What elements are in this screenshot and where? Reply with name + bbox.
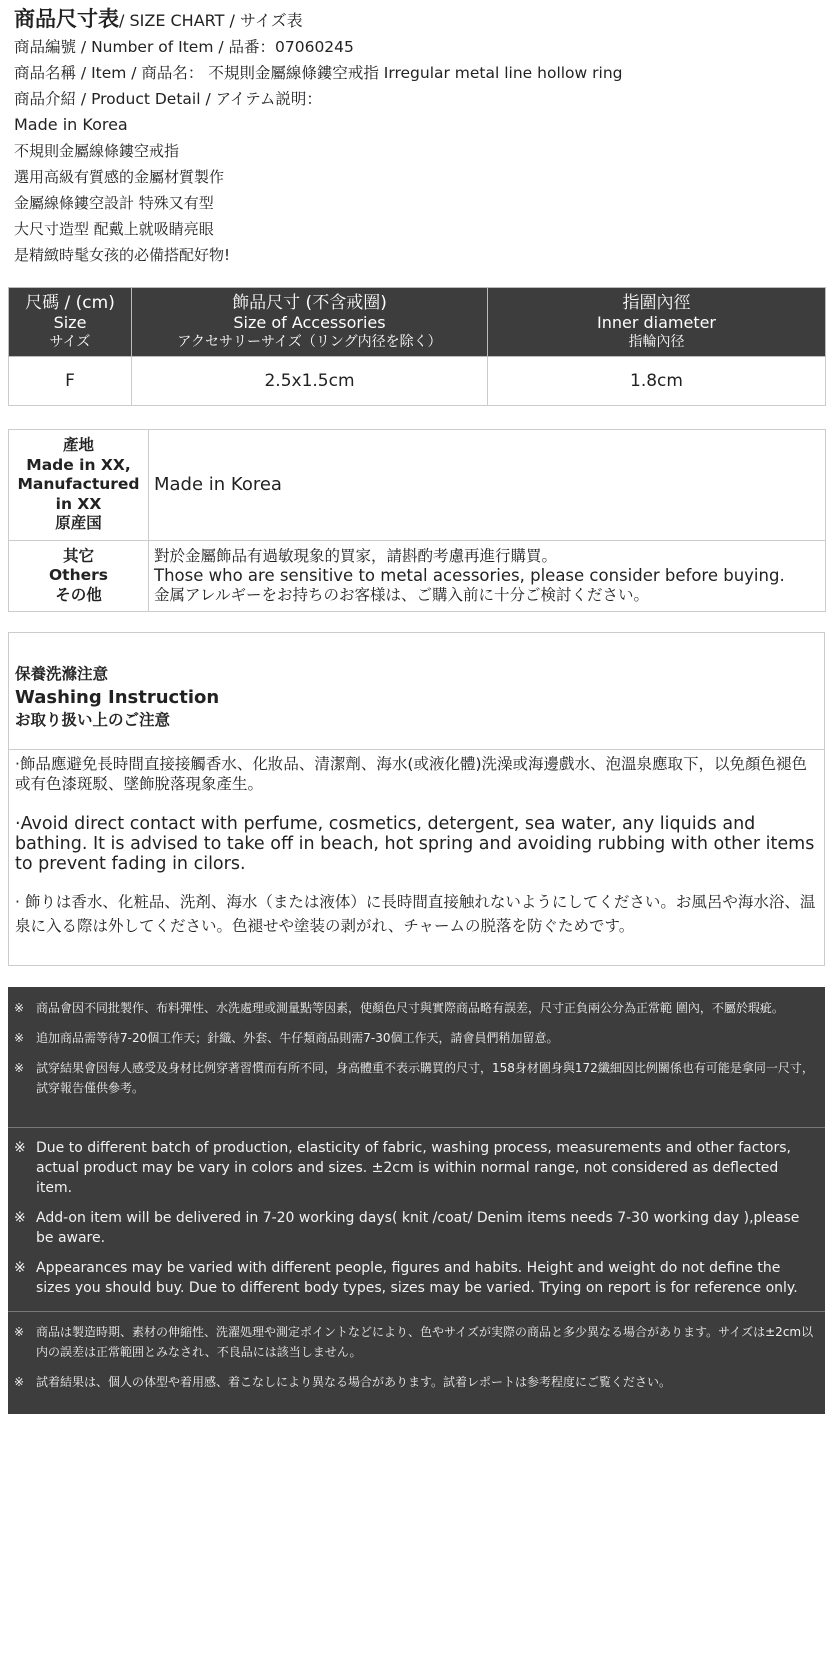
note-item <box>8 1028 825 1048</box>
item-number: 商品編號 / Number of Item / 品番：07060245 <box>14 38 354 56</box>
size-chart-title <box>14 6 824 34</box>
detail-line: 是精緻時髦女孩的必備搭配好物! <box>14 246 231 264</box>
header-inner-en: Inner diameter <box>596 313 717 332</box>
origin-label-zh: 產地 <box>62 436 94 455</box>
header-accessory-en: Size of Accessories <box>233 313 386 332</box>
washing-body <box>15 754 820 938</box>
others-label <box>9 541 149 612</box>
note-item <box>8 1258 825 1298</box>
note-text: Appearances may be varied with different people, figures and habits. Height and weight do not define the sizes you should buy. Due to different body types, sizes may be varied. Trying on report is for reference only. <box>36 1260 798 1296</box>
header-accessory-zh: 飾品尺寸 (不含戒圈) <box>232 293 387 313</box>
cell-accessory-size: 2.5x1.5cm <box>132 357 488 406</box>
note-mark: ※ <box>14 1210 26 1226</box>
header-inner-zh: 指圍內徑 <box>622 293 691 313</box>
others-label-zh: 其它 <box>62 546 94 565</box>
note-item <box>8 1208 825 1248</box>
others-value <box>149 541 826 612</box>
notes-zh <box>8 998 825 1098</box>
note-text: 試着結果は、個人の体型や着用感、着こなしにより異なる場合があります。試着レポートは参考程度にご覧ください。 <box>36 1375 672 1389</box>
product-detail-label: 商品介紹 / Product Detail / アイテム説明： <box>14 90 322 108</box>
header-accessory-ja: アクセサリーサイズ（リング内径を除く） <box>177 334 442 350</box>
others-value-ja: 金属アレルギーをお持ちのお客様は、ご購入前に十分ご検討ください。 <box>154 585 649 604</box>
notes-divider <box>8 1127 825 1128</box>
origin-value: Made in Korea <box>149 430 826 541</box>
washing-text-zh: ·飾品應避免長時間直接接觸香水、化妝品、清潔劑、海水(或液化體)洗澡或海邊戲水、泡溫泉應取下，以免顏色褪色或有色漆斑駁、墜飾脫落現象產生。 <box>15 755 808 793</box>
note-text: 追加商品需等待7-20個工作天；針織、外套、牛仔類商品則需7-30個工作天，請會員們稍加留意。 <box>36 1031 559 1045</box>
notes-en <box>8 1138 825 1298</box>
header-inner-diameter <box>488 288 826 357</box>
washing-text-en: ·Avoid direct contact with perfume, cosmetics, detergent, sea water, any liquids and bathing. It is advised to take off in beach, hot spring and avoiding rubbing with other items to prevent fading in cilors. <box>15 814 815 874</box>
washing-title <box>15 663 219 732</box>
notes-ja <box>8 1322 825 1392</box>
header-size-zh: 尺碼 / (cm) <box>25 293 115 313</box>
note-item <box>8 998 825 1018</box>
size-table-header-row <box>9 288 826 357</box>
note-item <box>8 1138 825 1198</box>
title-sub: / SIZE CHART / サイズ表 <box>119 11 303 30</box>
title-main: 商品尺寸表 <box>14 7 119 31</box>
note-mark: ※ <box>14 1061 25 1075</box>
detail-line: Made in Korea <box>14 115 128 134</box>
origin-label-en1: Made in XX, <box>26 455 131 474</box>
size-table <box>8 287 826 406</box>
origin-label <box>9 430 149 541</box>
washing-instruction-box <box>8 632 825 966</box>
item-name: 商品名稱 / Item / 商品名： 不規則金屬線條鏤空戒指 Irregular metal line hollow ring <box>14 64 623 82</box>
table-row <box>9 357 826 406</box>
header-size <box>9 288 132 357</box>
washing-title-ja: お取り扱い上のご注意 <box>15 711 171 729</box>
note-mark: ※ <box>14 1260 26 1276</box>
origin-label-ja: 原産国 <box>55 514 102 533</box>
detail-line: 大尺寸造型 配戴上就吸睛亮眼 <box>14 220 214 238</box>
others-label-ja: その他 <box>55 585 102 604</box>
others-label-en: Others <box>48 566 108 585</box>
notes-divider <box>8 1311 825 1312</box>
cell-inner-diameter: 1.8cm <box>488 357 826 406</box>
header-size-en: Size <box>53 313 87 332</box>
others-value-en: Those who are sensitive to metal acessories, please consider before buying. <box>154 566 785 586</box>
detail-line: 金屬線條鏤空設計 特殊又有型 <box>14 194 214 212</box>
note-mark: ※ <box>14 1325 25 1339</box>
note-text: Add-on item will be delivered in 7-20 working days( knit /coat/ Denim items needs 7-30 working day ),please be aware. <box>36 1210 800 1246</box>
note-item <box>8 1322 825 1362</box>
others-value-zh: 對於金屬飾品有過敏現象的買家，請斟酌考慮再進行購買。 <box>154 546 558 565</box>
detail-line: 選用高級有質感的金屬材質製作 <box>14 168 225 186</box>
header-inner-ja: 指輪內径 <box>628 334 685 350</box>
note-text: 試穿結果會因每人感受及身材比例穿著習慣而有所不同，身高體重不表示購買的尺寸，158身材圍身與172纖細因比例關係也有可能是拿同一尺寸，試穿報告僅供參考。 <box>36 1061 814 1095</box>
note-mark: ※ <box>14 1375 25 1389</box>
note-item <box>8 1372 825 1392</box>
note-text: Due to different batch of production, elasticity of fabric, washing process, measurements and other factors, actual product may be vary in colors and sizes. ±2cm is within normal range, not considered as deflected item. <box>36 1140 791 1196</box>
washing-title-zh: 保養洗滌注意 <box>15 665 109 683</box>
origin-label-en2: Manufactured <box>17 475 140 494</box>
note-item <box>8 1058 825 1098</box>
note-mark: ※ <box>14 1031 25 1045</box>
note-text: 商品會因不同批製作、布料彈性、水洗處理或測量點等因素，使顏色尺寸與實際商品略有誤差，尺寸正負兩公分為正常範 圍內，不屬於瑕疵。 <box>36 1001 784 1015</box>
washing-text-ja: · 飾りは香水、化粧品、洗剤、海水（または液体）に長時間直接触れないようにしてください。お風呂や海水浴、温泉に入る際は外してください。色褪せや塗装の剥がれ、チャームの脱落を防ぐためです。 <box>15 893 816 935</box>
washing-title-en: Washing Instruction <box>15 687 220 708</box>
table-row <box>9 430 826 541</box>
origin-label-en3: in XX <box>55 494 102 513</box>
origin-table <box>8 429 826 612</box>
header-block <box>14 6 824 268</box>
note-text: 商品は製造時期、素材の伸縮性、洗濯処理や測定ポイントなどにより、色やサイズが実際の商品と多少異なる場合があります。サイズは±2cm以内の誤差は正常範囲とみなされ、不良品には該当しません。 <box>36 1325 814 1359</box>
detail-line: 不規則金屬線條鏤空戒指 <box>14 142 180 160</box>
table-row <box>9 541 826 612</box>
cell-size: F <box>9 357 132 406</box>
header-size-ja: サイズ <box>49 334 91 350</box>
washing-header <box>9 633 824 750</box>
note-mark: ※ <box>14 1140 26 1156</box>
note-mark: ※ <box>14 1001 25 1015</box>
notes-panel <box>8 987 825 1414</box>
header-accessory-size <box>132 288 488 357</box>
